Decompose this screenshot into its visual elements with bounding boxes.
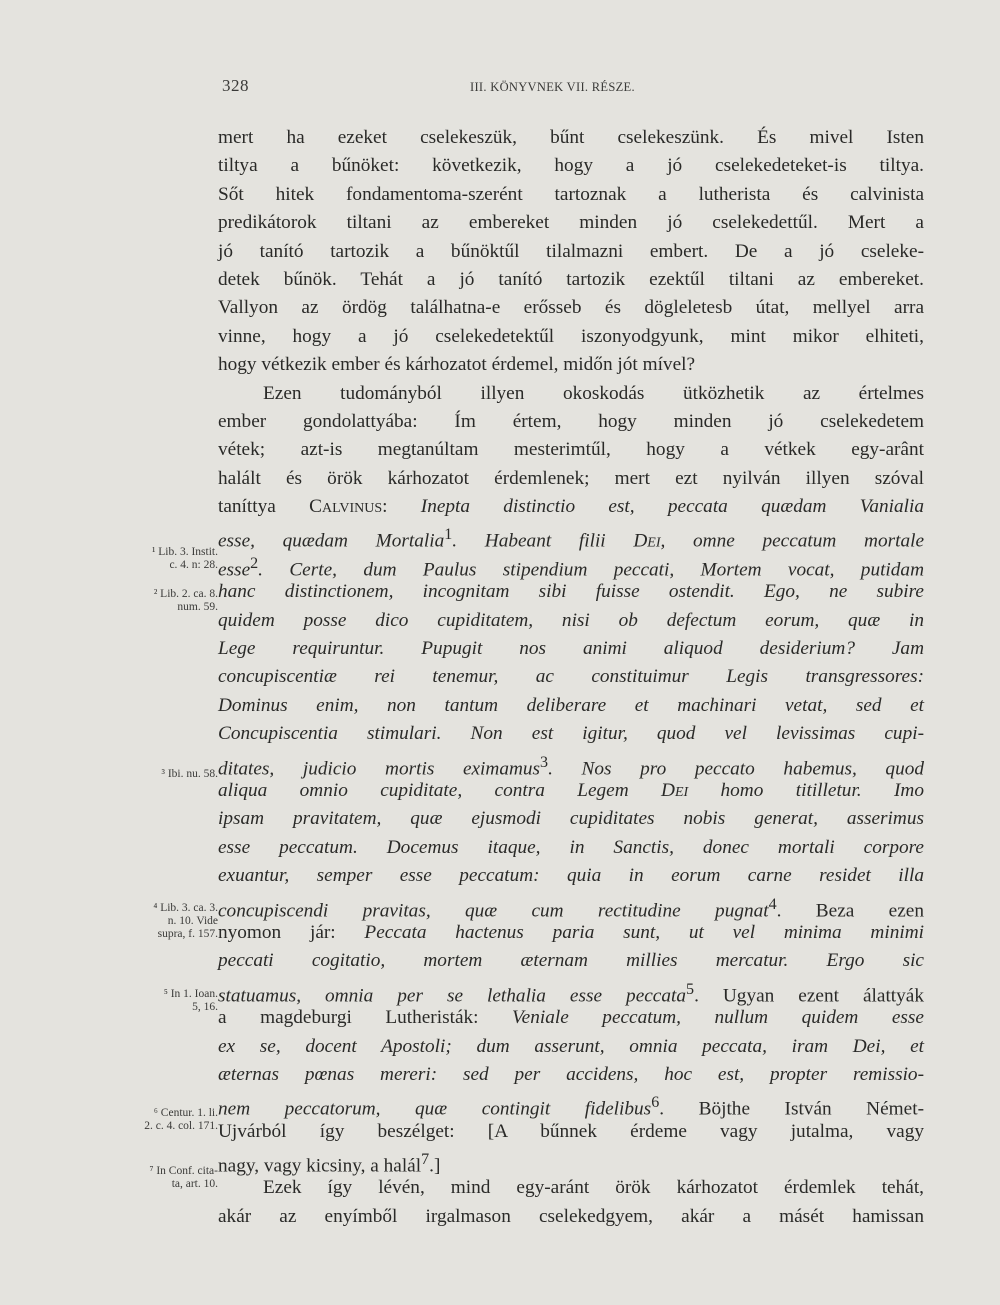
text-line: Ezek így lévén, mind egy-aránt örök kárhozatot érdemlek tehát, (263, 1177, 924, 1199)
latin-quote: ex se, docent Apostoli; dum asserunt, omnia peccata, iram Dei, et (218, 1035, 924, 1057)
text-line: hogy vétkezik ember és kárhozatot érdemel, midőn jót mível? (218, 354, 696, 376)
text-line (218, 607, 924, 635)
text-line (218, 891, 924, 919)
latin-quote: Dei (633, 530, 661, 552)
footnote-ref: 6 (651, 1094, 660, 1112)
latin-quote: esse peccatum. Docemus itaque, in Sanctis, donec mortali corpore (218, 836, 924, 858)
footnote-ref: 7 (421, 1151, 430, 1169)
text-run: .] (429, 1155, 441, 1177)
text-line (218, 947, 924, 975)
text-line (218, 777, 924, 805)
margin-note-5: ⁵ In 1. Ioan. 5, 16. (163, 988, 218, 1013)
text-line: Vallyon az ördög találhatna-e erősseb és dögleletesb útat, mellyel arra (218, 297, 924, 319)
running-title: III. KÖNYVNEK VII. RÉSZE. (470, 80, 635, 94)
text-run: . Böjthe István Német- (659, 1098, 924, 1120)
margin-note-1: ¹ Lib. 3. Instit. c. 4. n: 28. (151, 546, 218, 571)
text-run: . Beza ezen (776, 899, 924, 921)
text-line: halált és örök kárhozatot érdemlenek; mert ezt nyilván illyen szóval (218, 467, 924, 489)
latin-quote: statuamus, omnia per se lethalia esse peccata (218, 985, 687, 1007)
latin-quote: homo titilletur. Imo (688, 779, 924, 801)
text-line (218, 550, 924, 581)
latin-quote: Veniale peccatum, nullum quidem esse (512, 1007, 924, 1029)
latin-quote: concupiscendi pravitas, quæ cum rectitudine pugnat (218, 899, 769, 921)
text-line (218, 1089, 924, 1120)
text-line (218, 521, 925, 552)
text-line (218, 1004, 924, 1032)
latin-quote: Inepta distinctio est, peccata quædam Vanialia (420, 496, 924, 518)
text-line (218, 919, 924, 947)
main-text (218, 124, 924, 1231)
text-line: jó tanító tartozik a bűnöktűl tilalmazni embert. De a jó cseleke- (218, 240, 924, 262)
latin-quote: . Nos pro peccato habemus, quod (548, 758, 924, 780)
latin-quote: esse (218, 559, 251, 581)
latin-quote: Peccata hactenus paria sunt, ut vel minima minimi (364, 921, 924, 943)
latin-quote: quidem posse dico cupiditatem, nisi ob defectum eorum, quæ in (218, 609, 924, 631)
text-line (218, 834, 924, 862)
text-line: akár az enyímből irgalmason cselekedgyem, akár a másét hamissan (218, 1205, 924, 1227)
page-number: 328 (222, 76, 249, 95)
margin-note-2: ² Lib. 2. ca. 8. num. 59. (153, 588, 218, 613)
text-line: Sőt hitek fondamentoma-szerént tartoznak a lutherista és calvinista (218, 183, 924, 205)
margin-note-3: ³ Ibi. nu. 58. (161, 768, 218, 780)
footnote-ref: 4 (768, 895, 777, 913)
text-line (218, 692, 924, 720)
latin-quote: esse, quædam Mortalia (218, 530, 445, 552)
latin-quote: ditates, judicio mortis eximamus (218, 758, 541, 780)
latin-quote: Dei (661, 779, 689, 801)
latin-quote: Dominus enim, non tantum deliberare et machinari vetat, sed et (218, 694, 924, 716)
text-line: tiltya a bűnöket: következik, hogy a jó cselekedeteket-is tiltya. (218, 155, 924, 177)
text-line: predikátorok tiltani az embereket minden jó cselekedettűl. Mert a (218, 212, 924, 234)
text-line (218, 635, 924, 663)
latin-quote: ipsam pravitatem, quæ ejusmodi cupiditates nobis generat, asserimus (218, 808, 924, 830)
footnote-ref: 1 (444, 526, 453, 544)
text-line: Ezen tudományból illyen okoskodás ütközhetik az értelmes (263, 382, 924, 404)
latin-quote: concupiscentiæ rei tenemur, ac constituimur Legis transgressores: (218, 666, 924, 688)
latin-quote: aliqua omnio cupiditate, contra Legem (218, 779, 662, 801)
footnote-ref: 2 (250, 554, 259, 572)
latin-quote: peccati cogitatio, mortem æternam millies mercatur. Ergo sic (218, 950, 924, 972)
text-line: detek bűnök. Tehát a jó tanító tartozik ezektűl tiltani az embereket. (218, 268, 924, 290)
text-line (218, 805, 924, 833)
text-line: vinne, hogy a jó cselekedetektűl iszonyodgyunk, mint mikor elhiteti, (218, 325, 924, 347)
latin-quote: . Habeant filii (452, 530, 634, 552)
author-name: Calvinus (309, 496, 383, 518)
text-line (218, 749, 924, 780)
text-run: : (382, 496, 421, 518)
latin-quote: nem peccatorum, quæ contingit fidelibus (218, 1098, 652, 1120)
latin-quote: hanc distinctionem, incognitam sibi fuisse ostendit. Ego, ne subire (218, 581, 924, 603)
latin-quote: æternas pœnas mereri: sed per accidens, hoc est, propter remissio- (218, 1063, 924, 1085)
latin-quote: , omne peccatum mortale (660, 530, 925, 552)
text-line (218, 862, 924, 890)
text-run: nagy, vagy kicsiny, a halál (218, 1155, 422, 1177)
text-line (218, 1146, 924, 1177)
latin-quote: Concupiscentia stimulari. Non est igitur, quod vel levissimas cupi- (218, 723, 924, 745)
footnote-ref: 5 (686, 980, 695, 998)
text-line (218, 663, 924, 691)
text-run: . Ugyan ezent álattyák (694, 985, 924, 1007)
text-line: Ujvárból így beszélget: [A bűnnek érdeme vagy jutalma, vagy (218, 1120, 924, 1142)
latin-quote: . Certe, dum Paulus stipendium peccati, Mortem vocat, putidam (258, 559, 924, 581)
margin-note-7: ⁷ In Conf. cita- ta, art. 10. (149, 1165, 218, 1190)
text-line (218, 1061, 924, 1089)
text-line (218, 493, 924, 521)
footnote-ref: 3 (540, 753, 549, 771)
text-run: a magdeburgi Lutheristák: (218, 1007, 513, 1029)
latin-quote: Lege requiruntur. Pupugit nos animi aliquod desiderium? Jam (218, 638, 924, 660)
text-line: ember gondolattyába: Ím értem, hogy minden jó cselekedetem (218, 410, 924, 432)
text-run: taníttya (218, 496, 310, 518)
text-run: nyomon jár: (218, 921, 365, 943)
margin-note-4: ⁴ Lib. 3. ca. 3. n. 10. Vide supra, f. 157. (153, 902, 218, 940)
text-line (218, 720, 924, 748)
text-line: mert ha ezeket cselekeszük, bűnt cselekeszünk. És mivel Isten (218, 127, 924, 148)
text-line (218, 578, 924, 606)
margin-note-6: ⁶ Centur. 1. li. 2. c. 4. col. 171. (144, 1107, 218, 1132)
text-line (218, 976, 924, 1007)
text-line (218, 1033, 924, 1061)
latin-quote: exuantur, semper esse peccatum: quia in eorum carne residet illa (218, 865, 924, 887)
text-line: vétek; azt-is megtanúltam mesterimtűl, hogy a vétkek egy-arânt (218, 439, 924, 461)
